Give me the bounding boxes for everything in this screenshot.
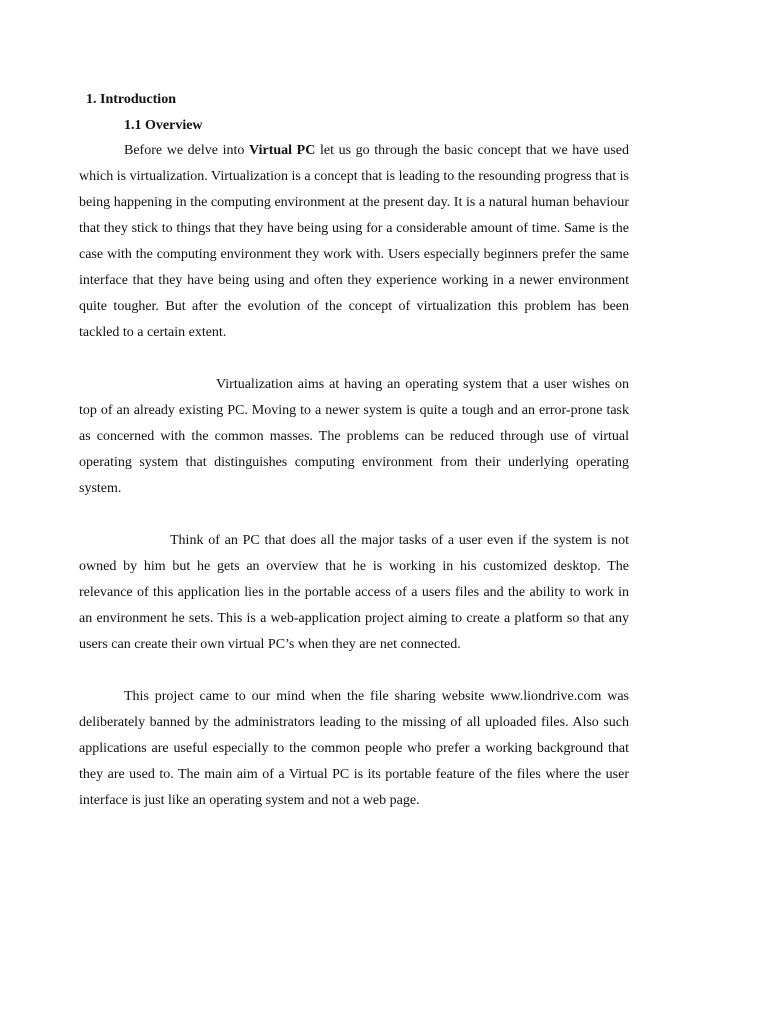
paragraph-4: This project came to our mind when the file sharing website www.liondrive.com was deliberately banned by the administrators leading to the missing of all uploaded files. Also such applications are useful especially to the common people who prefer a working background that they are used to. The main aim of a Virtual PC is its portable feature of the files where the user interface is just like an operating system and not a web page. <box>79 689 629 808</box>
virtual-pc-emphasis: Virtual PC <box>249 143 316 158</box>
paragraph-2: Virtualization aims at having an operating system that a user wishes on top of an already existing PC. Moving to a newer system is quite a tough and an error-prone task as concerned with the common masses. The problems can be reduced through use of virtual operating system that distinguishes computing environment from their underlying operating system. <box>79 377 629 496</box>
paragraph-1 <box>79 138 629 346</box>
subsection-heading: 1.1 Overview <box>124 118 203 133</box>
paragraph-1-text: let us go through the basic concept that we have used which is virtualization. Virtualization is a concept that is leading to the resounding progress that is being happening in the computing environment at the present day. It is a natural human behaviour that they stick to things that they have being using for a considerable amount of time. Same is the case with the computing environment they work with. Users especially beginners prefer the same interface that they have being using and often they experience working in a newer environment quite tougher. But after the evolution of the concept of virtualization this problem has been tackled to a certain extent. <box>79 143 629 340</box>
section-heading: 1. Introduction <box>86 92 176 107</box>
paragraph-3: Think of an PC that does all the major tasks of a user even if the system is not owned by him but he gets an overview that he is working in his customized desktop. The relevance of this application lies in the portable access of a users files and the ability to work in an environment he sets. This is a web-application project aiming to create a platform so that any users can create their own virtual PC’s when they are net connected. <box>79 533 629 652</box>
paragraph-1-prefix: Before we delve into <box>124 143 250 158</box>
